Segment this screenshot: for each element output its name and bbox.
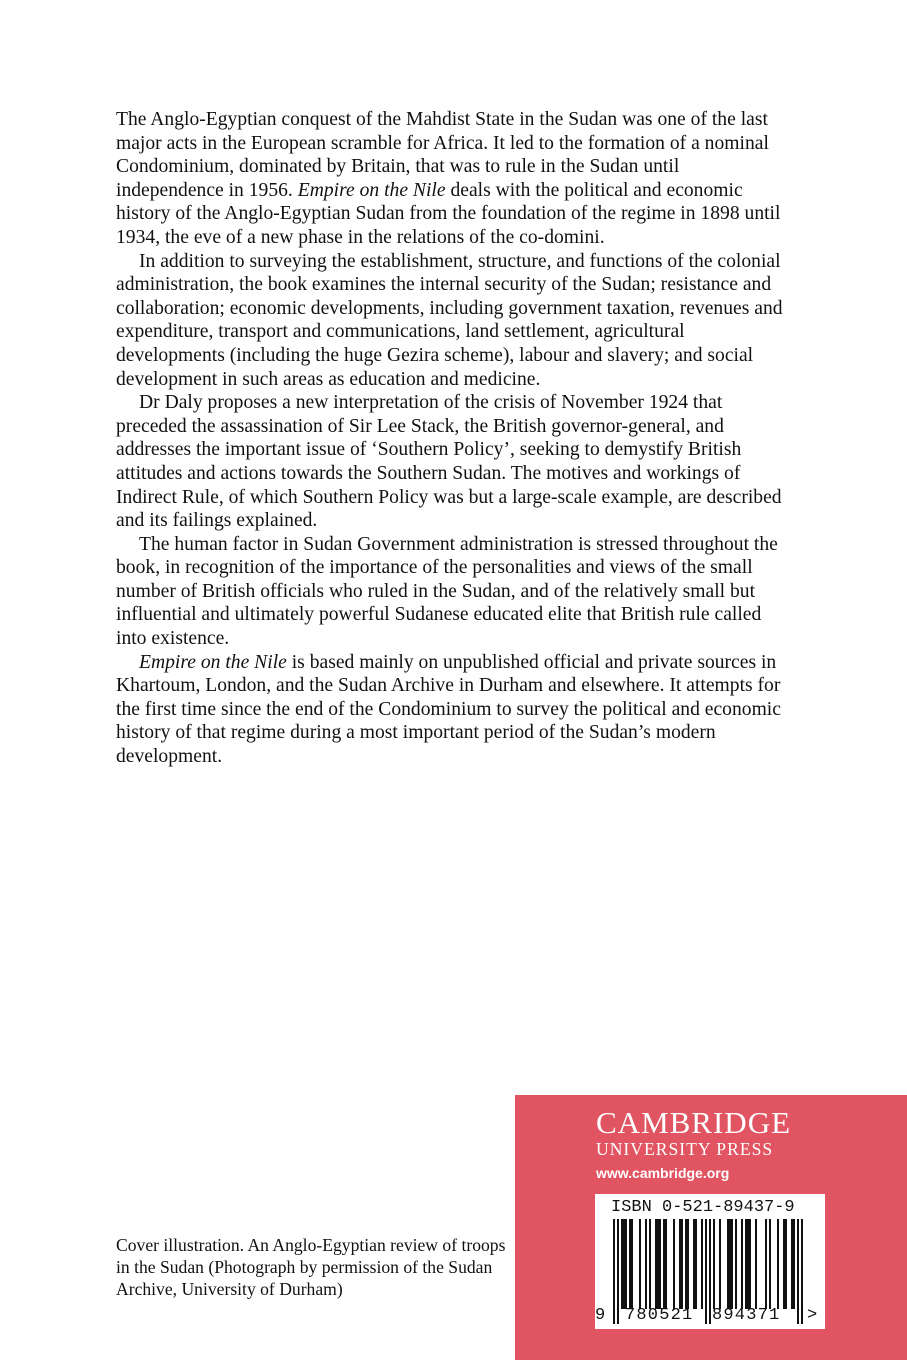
barcode-bar (629, 1219, 631, 1309)
barcode-bar (791, 1219, 793, 1309)
barcode-bar (735, 1219, 737, 1309)
barcode-bar (645, 1219, 647, 1309)
barcode-bar (687, 1219, 689, 1309)
barcode-bar (731, 1219, 733, 1309)
barcode-bar (649, 1219, 651, 1309)
barcode-bar (695, 1219, 697, 1309)
barcode-first-digit: 9 (595, 1306, 606, 1325)
barcode-bar (681, 1219, 683, 1309)
barcode-bar (625, 1219, 627, 1309)
blurb-paragraph-1 (116, 108, 788, 250)
barcode-bar (685, 1219, 687, 1309)
barcode-bar (679, 1219, 681, 1309)
barcode-bar (613, 1219, 615, 1324)
blurb-p1-part-2: deals with the political and economic history of the Anglo-Egyptian Sudan from the foundation of the regime in 1898 until 1934, the eve of a new phase in the relations of the co-domini. (116, 179, 781, 248)
barcode-bar (631, 1219, 633, 1309)
barcode-bar (797, 1219, 799, 1324)
barcode-bar (801, 1219, 803, 1324)
barcode-bar (709, 1219, 711, 1324)
barcode-bar (621, 1219, 623, 1309)
barcode-bar (741, 1219, 743, 1309)
book-title-italic: Empire on the Nile (139, 651, 287, 673)
barcode-bar (769, 1219, 771, 1309)
barcode-bar (659, 1219, 661, 1309)
cover-illustration-caption: Cover illustration. An Anglo-Egyptian review of troops in the Sudan (Photograph by permission of the Sudan Archive, University of Durham) (116, 1235, 506, 1299)
blurb-p5-part-1: is based mainly on unpublished official and private sources in Khartoum, London, and the Sudan Archive in Durham and elsewhere. It attempts for the first time since the end of the Condominium to survey the political and economic history of that regime during a most important period of the Sudan’s modern development. (116, 651, 781, 768)
barcode-bar (747, 1219, 749, 1309)
barcode-bar (765, 1219, 767, 1309)
blurb-paragraph-2: In addition to surveying the establishment, structure, and functions of the colonial administration, the book examines the internal security of the Sudan; resistance and collaboration; economic developments, including government taxation, revenues and expenditure, transport and communications, land settlement, agricultural developments (including the huge Gezira scheme), labour and slavery; and social development in such areas as education and medicine. (116, 250, 783, 390)
isbn-label: ISBN 0-521-89437-9 (611, 1198, 795, 1217)
barcode-bar (665, 1219, 667, 1309)
barcode-bar (639, 1219, 641, 1309)
barcode-bar (623, 1219, 625, 1309)
barcode-bar (755, 1219, 757, 1309)
barcode-box (595, 1194, 825, 1329)
barcode-bar (663, 1219, 665, 1309)
barcode-bar (705, 1219, 707, 1324)
publisher-name: CAMBRIDGE (596, 1105, 792, 1140)
barcode-bar (777, 1219, 779, 1309)
barcode-bar (693, 1219, 695, 1309)
publisher-url: www.cambridge.org (596, 1165, 730, 1181)
barcode-bar (727, 1219, 729, 1309)
publisher-subtitle: UNIVERSITY PRESS (596, 1139, 774, 1159)
barcode-bar (783, 1219, 785, 1309)
barcode-bar (713, 1219, 715, 1309)
barcode-bar (749, 1219, 751, 1309)
barcode-bar (785, 1219, 787, 1309)
barcode-left-digits: 780521 (625, 1306, 694, 1325)
barcode-bar (745, 1219, 747, 1309)
back-cover-blurb (116, 108, 788, 769)
barcode-bar (657, 1219, 659, 1309)
barcode-bar (729, 1219, 731, 1309)
barcode-right-digits: 894371 (712, 1306, 781, 1325)
barcode-bar (701, 1219, 703, 1309)
barcode-bar (673, 1219, 675, 1309)
barcode-bar (655, 1219, 657, 1309)
blurb-p1-part-1: The Anglo-Egyptian conquest of the Mahdist State in the Sudan was one of the last major acts in the European scramble for Africa. It led to the formation of a nominal Condominium, dominated by Britain, that was to rule in the Sudan until independence in 1956. (116, 109, 769, 201)
blurb-paragraph-4: The human factor in Sudan Government administration is stressed throughout the book, in recognition of the importance of the personalities and views of the small number of British officials who ruled in the Sudan, and of the relatively small but influential and ultimately powerful Sudanese educated elite that British rule called into existence. (116, 533, 778, 650)
blurb-paragraph-5 (116, 651, 788, 769)
book-title-italic: Empire on the Nile (297, 179, 446, 201)
publisher-panel (515, 1095, 907, 1360)
barcode-bar (617, 1219, 619, 1324)
barcode-quiet-mark: > (807, 1306, 818, 1325)
barcode-bar (793, 1219, 795, 1309)
barcode-bar (719, 1219, 721, 1309)
blurb-paragraph-3: Dr Daly proposes a new interpretation of the crisis of November 1924 that preceded the assassination of Sir Lee Stack, the British governor-general, and addresses the important issue of ‘Southern Policy’, seeking to demystify British attitudes and actions towards the Southern Sudan. The motives and workings of Indirect Rule, of which Southern Policy was but a large-scale example, are described and its failings explained. (116, 392, 782, 532)
